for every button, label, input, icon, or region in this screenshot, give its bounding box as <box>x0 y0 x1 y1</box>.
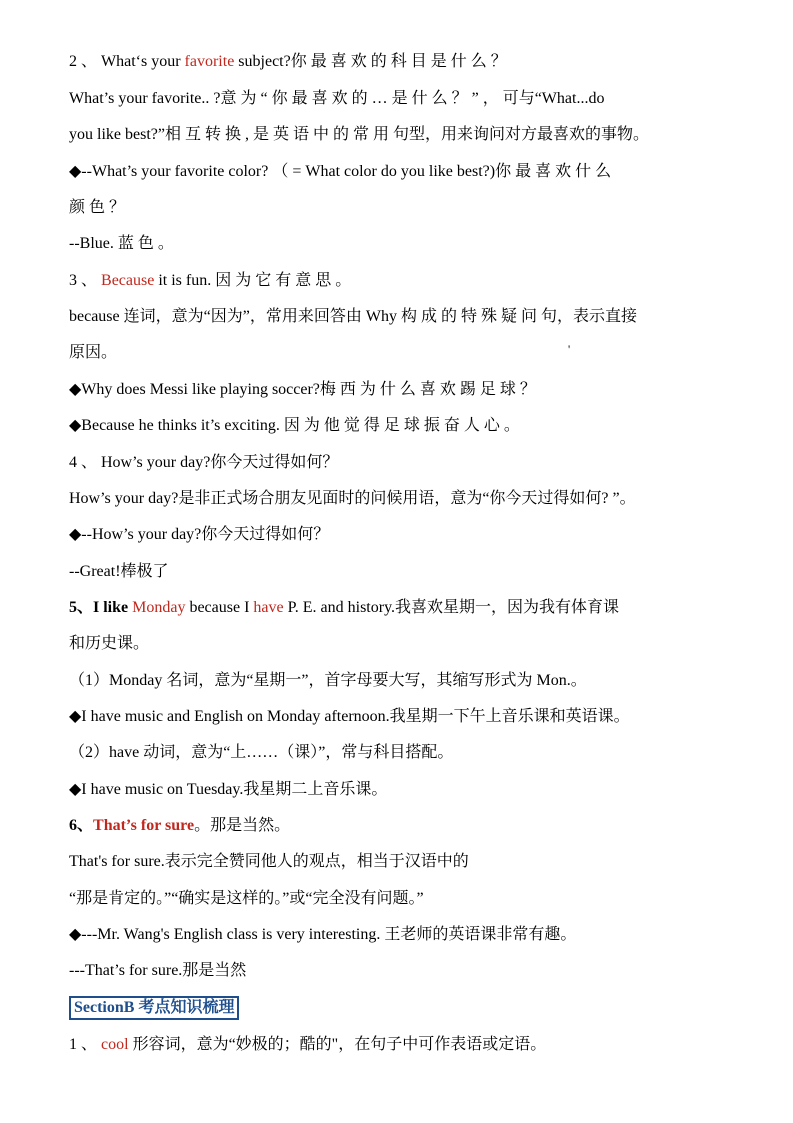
item-3-heading <box>69 270 729 292</box>
keyword-thats-for-sure: That’s for sure <box>93 817 195 834</box>
example-line: ---That’s for sure.那是当然 <box>69 962 247 979</box>
example-line: ◆Because he thinks it’s exciting. 因 为 他 觉 得 足 球 振 奋 人 心 。 <box>69 417 520 434</box>
paragraph-line: （2）have 动词，意为“上……（课）”，常与科目搭配。 <box>69 744 454 761</box>
paragraph-line: 原因。 <box>69 344 118 361</box>
keyword-favorite: favorite <box>184 53 235 70</box>
text: 6、 <box>69 817 94 834</box>
text: 形容词，意为“妙极的；酷的"，在句子中可作表语或定语。 <box>128 1036 547 1053</box>
paragraph-line: 和历史课。 <box>69 635 150 652</box>
paragraph-line: 颜 色 ？ <box>69 199 126 216</box>
text: P. E. and history.我喜欢星期一，因为我有体育课 <box>283 599 620 616</box>
paragraph-line: How’s your day?是非正式场合朋友见面时的问候用语，意为“你今天过得如何? ”。 <box>69 490 636 507</box>
text: 3 、 <box>69 272 102 289</box>
text: subject?你 最 喜 欢 的 科 目 是 什 么 ？ <box>234 53 507 70</box>
text: 2 、 What‘s your <box>69 53 185 70</box>
stray-mark: ' <box>568 342 571 356</box>
section-b-heading <box>69 996 729 1020</box>
example-line: ◆--How’s your day?你今天过得如何？ <box>69 526 330 543</box>
paragraph-line: because 连词，意为“因为”，常用来回答由 Why 构 成 的 特 殊 疑 问 句，表示直接 <box>69 308 637 325</box>
text: it is fun. 因 为 它 有 意 思 。 <box>154 272 352 289</box>
keyword-because: Because <box>101 272 155 289</box>
item-5-heading <box>69 597 729 619</box>
paragraph-line: That's for sure.表示完全赞同他人的观点，相当于汉语中的 <box>69 853 469 870</box>
keyword-have: have <box>253 599 284 616</box>
paragraph-line: What’s your favorite.. ?意 为 “ 你 最 喜 欢 的 … 是 什 么 ？ ” ， 可与“What...do <box>69 90 605 107</box>
example-line: ◆I have music and English on Monday afternoon.我星期一下午上音乐课和英语课。 <box>69 708 630 725</box>
example-line: ◆--What’s your favorite color? （ = What color do you like best?)你 最 喜 欢 什 么 <box>69 163 612 180</box>
paragraph-line: you like best?”相 互 转 换 , 是 英 语 中 的 常 用 句型，用来询问对方最喜欢的事物。 <box>69 126 649 143</box>
paragraph-line: “那是肯定的。”“确实是这样的。”或“完全没有问题。” <box>69 890 424 907</box>
text: 1 、 <box>69 1036 102 1053</box>
text: because I <box>185 599 254 616</box>
item-6-heading <box>69 815 729 837</box>
item-4-heading: 4 、 How’s your day?你今天过得如何？ <box>69 454 339 471</box>
keyword-monday: Monday <box>132 599 186 616</box>
text: 。那是当然。 <box>194 817 291 834</box>
example-line: --Blue. 蓝 色 。 <box>69 235 174 252</box>
paragraph-line: （1）Monday 名词，意为“星期一”，首字母要大写，其缩写形式为 Mon.。 <box>69 672 587 689</box>
section-b-item-1 <box>69 1034 729 1056</box>
text: 5、I like <box>69 599 133 616</box>
example-line: --Great!棒极了 <box>69 563 169 580</box>
keyword-cool: cool <box>101 1036 129 1053</box>
example-line: ◆Why does Messi like playing soccer?梅 西 为 什 么 喜 欢 踢 足 球 ？ <box>69 381 536 398</box>
item-2-heading <box>69 51 729 73</box>
section-title-box: SectionB 考点知识梳理 <box>69 996 239 1020</box>
example-line: ◆I have music on Tuesday.我星期二上音乐课。 <box>69 781 388 798</box>
example-line: ◆---Mr. Wang's English class is very interesting. 王老师的英语课非常有趣。 <box>69 926 577 943</box>
